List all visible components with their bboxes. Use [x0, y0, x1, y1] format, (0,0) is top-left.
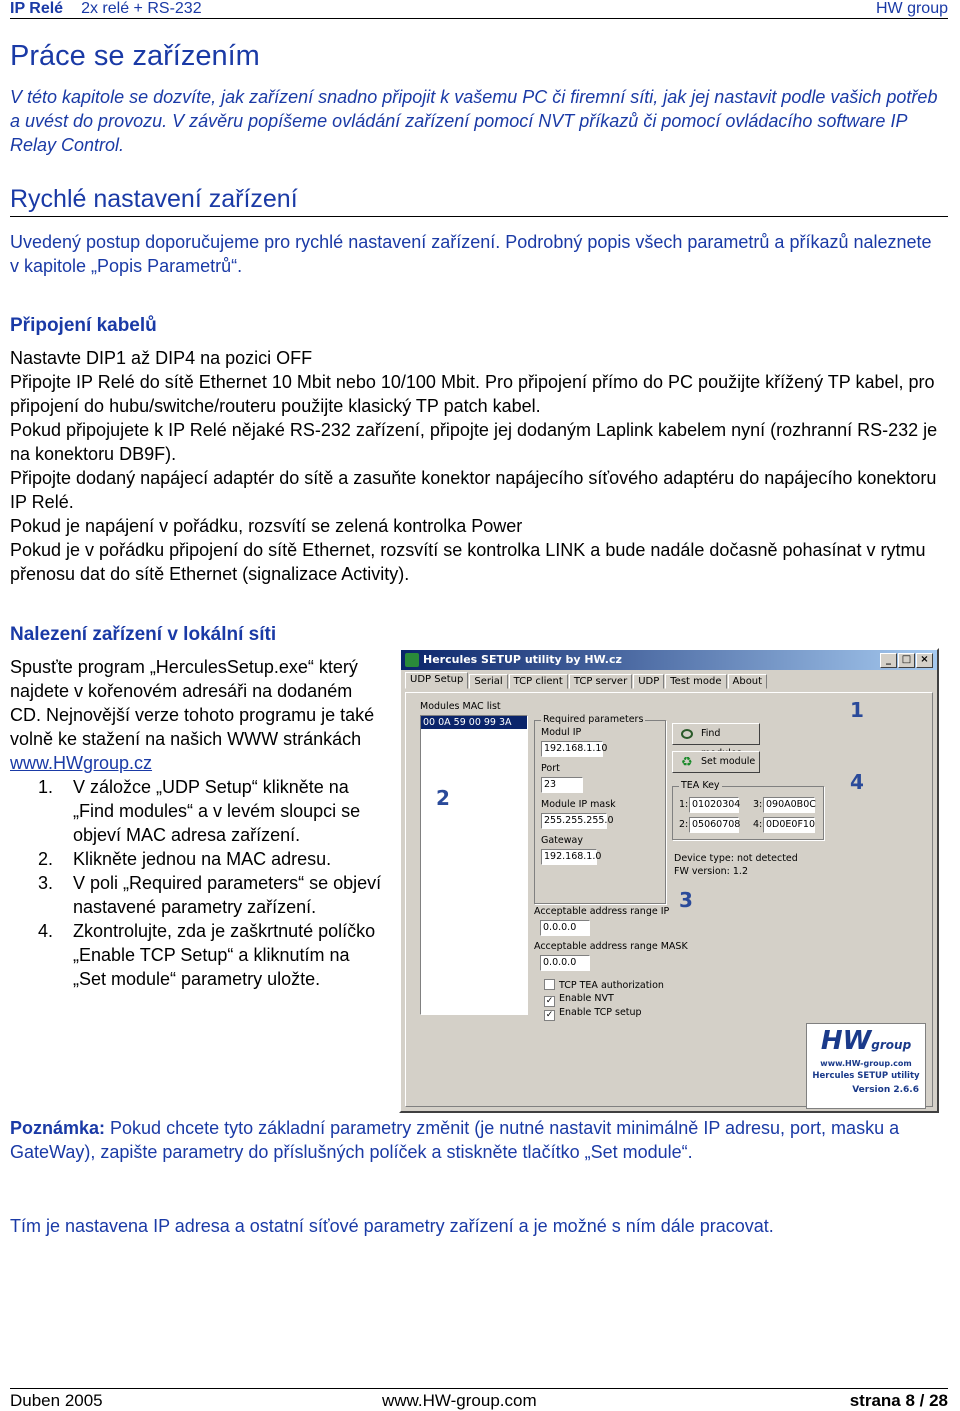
- step-item: [10, 847, 385, 871]
- tea-key-2-label: 2:: [679, 819, 689, 830]
- acc-ip-label: Acceptable address range IP: [534, 906, 670, 917]
- fw-version-text: FW version: 1.2: [674, 866, 749, 877]
- step-item: [10, 919, 385, 991]
- header-left: [10, 0, 202, 18]
- quick-setup-text: Uvedený postup doporučujeme pro rychlé nastavení zařízení. Podrobný popis všech parametrů a příkazů naleznete v kapitole „Popis Parametrů“.: [10, 232, 932, 276]
- find-modules-button[interactable]: [672, 723, 760, 745]
- note-text: [10, 1116, 945, 1164]
- note-label: Poznámka:: [10, 1118, 106, 1138]
- acc-mask-label: Acceptable address range MASK: [534, 941, 688, 952]
- cables-line: Připojte dodaný napájecí adaptér do sítě a zasuňte konektor napájecího síťového adaptéru do napájecího konektoru IP Relé.: [10, 468, 937, 512]
- hwgroup-link[interactable]: www.HWgroup.cz: [10, 753, 153, 773]
- cables-line: Pokud je napájení v pořádku, rozsvítí se zelená kontrolka Power: [10, 516, 523, 536]
- module-ip-input[interactable]: 192.168.1.10: [541, 741, 603, 757]
- search-icon: [681, 729, 693, 739]
- maximize-icon[interactable]: □: [898, 653, 915, 668]
- step-text: Klikněte jednou na MAC adresu.: [73, 849, 332, 869]
- step-text: Zkontrolujte, zda je zaškrtnuté políčko „Enable TCP Setup“ a kliknutím na „Set module“ parametry uložte.: [73, 921, 376, 989]
- mac-list-item[interactable]: 00 0A 59 00 99 3A: [421, 716, 527, 729]
- header-product: IP Relé: [10, 0, 64, 17]
- step-number: 2.: [38, 849, 54, 869]
- enable-nvt-label: Enable NVT: [559, 993, 614, 1004]
- footer-url: www.HW-group.com: [382, 1391, 537, 1410]
- logo-url: www.HW-group.com: [820, 1059, 912, 1068]
- port-input[interactable]: 23: [541, 777, 583, 793]
- enable-tcp-setup-checkbox[interactable]: [544, 1007, 642, 1021]
- callout-2: 2: [436, 786, 450, 810]
- steps-list: [10, 775, 385, 991]
- hwgroup-logo: [806, 1023, 926, 1109]
- step-number: 3.: [38, 873, 54, 893]
- footer-date: Duben 2005: [10, 1391, 103, 1410]
- app-icon: [405, 653, 419, 667]
- set-module-label: Set module: [701, 756, 756, 767]
- header-model: 2x relé + RS-232: [81, 0, 202, 17]
- tab-test-mode[interactable]: Test mode: [665, 674, 726, 689]
- gateway-label: Gateway: [541, 835, 583, 846]
- closing-text: Tím je nastavena IP adresa a ostatní síťové parametry zařízení a je možné s ním dále pracovat.: [10, 1216, 774, 1236]
- required-params-label: Required parameters: [543, 714, 644, 725]
- required-params-group: [534, 714, 666, 904]
- tab-tcp-client[interactable]: TCP client: [509, 674, 568, 689]
- mac-list-label: Modules MAC list: [420, 701, 501, 712]
- window-title: Hercules SETUP utility by HW.cz: [423, 653, 622, 666]
- page-footer: [10, 1388, 948, 1411]
- module-ip-label: Modul IP: [541, 727, 582, 738]
- set-module-button[interactable]: [672, 751, 760, 773]
- step-number: 1.: [38, 777, 54, 797]
- acc-ip-input[interactable]: 0.0.0.0: [540, 920, 590, 936]
- logo-version: Version 2.6.6: [852, 1085, 919, 1095]
- tab-udp[interactable]: UDP: [633, 674, 664, 689]
- find-text: [10, 655, 385, 991]
- close-icon[interactable]: ×: [916, 653, 933, 668]
- step-number: 4.: [38, 921, 54, 941]
- checkbox-box[interactable]: ✓: [545, 996, 554, 1006]
- page-header: [10, 0, 948, 19]
- mask-input[interactable]: 255.255.255.0: [541, 813, 607, 829]
- port-label: Port: [541, 763, 560, 774]
- checkbox-box[interactable]: ✓: [545, 1010, 554, 1020]
- enable-tcp-setup-label: Enable TCP setup: [559, 1007, 642, 1018]
- cables-text: [10, 346, 945, 586]
- checkbox-box[interactable]: [544, 979, 555, 990]
- page-title: Práce se zařízením: [10, 40, 260, 72]
- tea-key-group: [672, 780, 824, 840]
- step-item: [10, 871, 385, 919]
- logo-group: group: [871, 1038, 912, 1052]
- gateway-input[interactable]: 192.168.1.0: [541, 849, 597, 865]
- step-item: [10, 775, 385, 847]
- tab-bar: [405, 674, 768, 692]
- tea-key-4-label: 4:: [753, 819, 763, 830]
- tea-key-3-label: 3:: [753, 799, 763, 810]
- udp-setup-panel: [405, 692, 933, 1107]
- hercules-window: [399, 648, 939, 1113]
- find-intro: Spusťte program „HerculesSetup.exe“ který najdete v kořenovém adresáři na dodaném CD. Nejnovější verze tohoto programu je také volně ke stažení na našich WWW stránkách: [10, 657, 375, 749]
- acc-mask-input[interactable]: 0.0.0.0: [540, 955, 590, 971]
- tea-key-3-input[interactable]: 090A0B0C: [763, 797, 815, 813]
- step-text: V záložce „UDP Setup“ klikněte na „Find modules“ a v levém sloupci se objeví MAC adresa zařízení.: [73, 777, 361, 845]
- cables-line: Pokud je v pořádku připojení do sítě Ethernet, rozsvítí se kontrolka LINK a bude nadále dočasně pohasínat v rytmu přenosu dat do sítě Ethernet (signalizace Activity).: [10, 540, 926, 584]
- find-heading: Nalezení zařízení v lokální síti: [10, 624, 277, 645]
- cables-line: Připojte IP Relé do sítě Ethernet 10 Mbit nebo 10/100 Mbit. Pro připojení přímo do PC použijte křížený TP kabel, pro připojení do hubu/switche/routeru použijte klasický TP patch kabel.: [10, 372, 935, 416]
- device-type-text: Device type: not detected: [674, 853, 798, 864]
- tcp-tea-checkbox[interactable]: [544, 979, 664, 991]
- callout-4: 4: [850, 770, 864, 794]
- tcp-tea-label: TCP TEA authorization: [559, 980, 664, 991]
- footer-page-number: strana 8 / 28: [849, 1391, 948, 1410]
- window-titlebar: [401, 650, 937, 670]
- tab-udp-setup[interactable]: UDP Setup: [405, 672, 468, 689]
- tea-key-1-label: 1:: [679, 799, 689, 810]
- header-company: HW group: [875, 0, 948, 17]
- callout-3: 3: [679, 888, 693, 912]
- logo-mark: [807, 1027, 925, 1059]
- tab-tcp-server[interactable]: TCP server: [569, 674, 632, 689]
- tea-key-4-input[interactable]: 0D0E0F10: [763, 817, 815, 833]
- cables-line: Pokud připojujete k IP Relé nějaké RS-232 zařízení, připojte jej dodaným Laplink kabelem nyní (rozhranní RS-232 je na konektoru DB9F).: [10, 420, 938, 464]
- mask-label: Module IP mask: [541, 799, 616, 810]
- tea-key-2-input[interactable]: 05060708: [689, 817, 739, 833]
- tab-about[interactable]: About: [728, 674, 768, 689]
- note-body: Pokud chcete tyto základní parametry změnit (je nutné nastavit minimálně IP adresu, port, masku a GateWay), zapište parametry do příslušných políček a stiskněte tlačítko „Set module“.: [10, 1118, 900, 1162]
- tea-key-1-input[interactable]: 01020304: [689, 797, 739, 813]
- section-heading-quick-setup: Rychlé nastavení zařízení: [10, 185, 948, 217]
- mac-list[interactable]: [420, 715, 528, 1015]
- cables-heading: Připojení kabelů: [10, 315, 157, 336]
- step-text: V poli „Required parameters“ se objeví nastavené parametry zařízení.: [73, 873, 382, 917]
- minimize-icon[interactable]: _: [880, 653, 897, 668]
- tea-key-label: TEA Key: [681, 780, 720, 791]
- find-modules-label: Find: [701, 728, 721, 739]
- logo-hw: HW: [820, 1026, 872, 1056]
- intro-text: V této kapitole se dozvíte, jak zařízení snadno připojit k vašemu PC či firemní síti, jak jej nastavit podle vašich potřeb a uvést do provozu. V závěru popíšeme ovládání zařízení pomocí NVT příkazů či pomocí ovládacího software IP Relay Control.: [10, 87, 938, 155]
- callout-1: 1: [850, 698, 864, 722]
- tab-serial[interactable]: Serial: [469, 674, 507, 689]
- logo-app-name: Hercules SETUP utility: [812, 1071, 920, 1081]
- recycle-icon: ♻: [681, 755, 693, 770]
- cables-line: Nastavte DIP1 až DIP4 na pozici OFF: [10, 348, 313, 368]
- enable-nvt-checkbox[interactable]: [544, 993, 614, 1007]
